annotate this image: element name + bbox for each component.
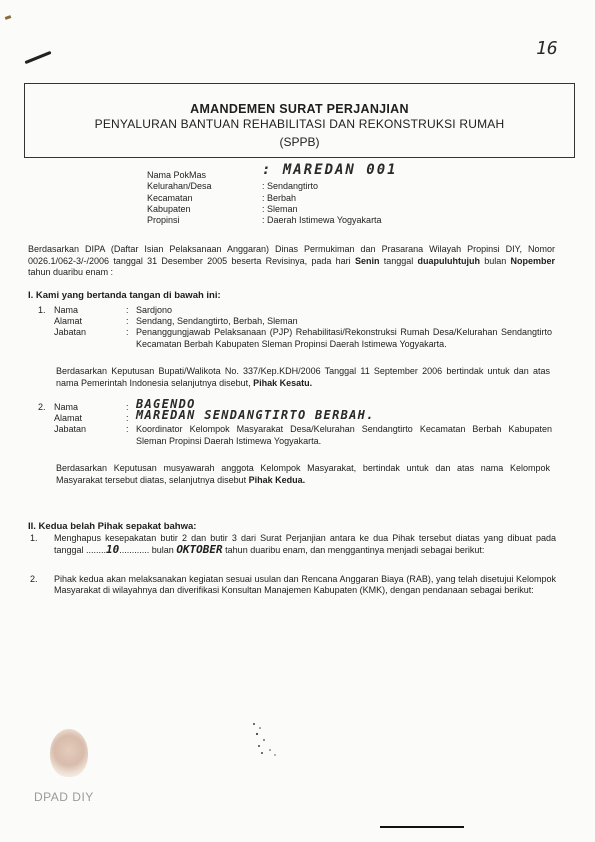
agreement-item-2 — [30, 574, 556, 597]
field-label: Nama — [54, 305, 79, 315]
field-value: Penanggungjawab Pelaksanaan (PJP) Rehabilitasi/Rekonstruksi Rumah Desa/Kelurahan Sendangtirto Kecamatan Berbah Kabupaten Sleman Propinsi Daerah Istimewa Yogyakarta. — [136, 327, 552, 349]
info-label: Nama PokMas — [147, 170, 207, 180]
field-value-handwritten: BAGENDO — [136, 397, 196, 411]
document-subtitle: PENYALURAN BANTUAN REHABILITASI DAN REKONSTRUKSI RUMAH — [94, 117, 505, 131]
item-text: Pihak kedua akan melaksanakan kegiatan sesuai usulan dan Rencana Anggaran Biaya (RAB), yang telah disetujui Kelompok Masyarakat di wilayahnya dan diverifikasi Konsultan Manajemen Kabupaten (KMK), dengan pendanaan sebagai berikut: — [54, 574, 556, 596]
intro-paragraph — [28, 244, 555, 279]
info-label: Kabupaten — [147, 203, 191, 214]
ink-speckles — [250, 720, 280, 760]
party-row — [38, 327, 552, 349]
section-2-heading: II. Kedua belah Pihak sepakat bahwa: — [28, 521, 197, 532]
section-1-heading: I. Kami yang bertanda tangan di bawah ini: — [28, 290, 221, 301]
party-row — [38, 316, 552, 327]
basis-party-name: Pihak Kesatu. — [253, 377, 313, 388]
group-info — [147, 162, 398, 226]
info-row — [147, 193, 398, 204]
info-label: Kelurahan/Desa — [147, 181, 212, 192]
party-2-basis — [56, 463, 550, 486]
info-label: Kecamatan — [147, 192, 193, 203]
info-value: : Sleman — [262, 203, 298, 214]
party-number: 1. — [38, 305, 46, 315]
info-row — [147, 204, 398, 215]
intro-text: tahun duaribu enam : — [28, 267, 114, 277]
info-label: Propinsi — [147, 215, 180, 226]
document-title: AMANDEMEN SURAT PERJANJIAN — [190, 102, 409, 116]
field-label: Jabatan — [54, 327, 87, 338]
field-label: Jabatan — [54, 424, 87, 435]
info-value: : Berbah — [262, 192, 297, 203]
intro-text: tanggal — [379, 255, 418, 266]
party-number: 2. — [38, 402, 46, 412]
title-box — [24, 83, 575, 158]
intro-text: bulan — [479, 255, 511, 266]
document-abbreviation: (SPPB) — [279, 135, 320, 149]
info-value: : Sendangtirto — [262, 181, 319, 192]
party-1 — [38, 305, 552, 350]
party-2 — [38, 397, 552, 447]
party-row — [38, 424, 552, 446]
handwritten-month: OKTOBER — [176, 543, 223, 557]
info-value-handwritten: : MAREDAN 001 — [262, 162, 398, 178]
basis-text: Berdasarkan Keputusan musyawarah anggota Kelompok Masyarakat, bertindak untuk dan atas nama Kelompok Masyarakat tersebut diatas, selanjutnya disebut — [56, 463, 550, 485]
party-row — [38, 408, 552, 424]
colon: : — [126, 327, 129, 338]
colon: : — [126, 316, 129, 327]
item-number: 2. — [30, 574, 38, 584]
archive-watermark: DPAD DIY — [34, 790, 94, 804]
colon: : — [126, 424, 129, 435]
intro-day: Senin — [354, 255, 380, 266]
intro-date: duapuluhtujuh — [417, 255, 480, 266]
basis-text: Berdasarkan Keputusan Bupati/Walikota No. 337/Kep.KDH/2006 Tanggal 11 September 2006 bertindak untuk dan atas nama Pemerintah Indonesia selanjutnya disebut, — [56, 366, 550, 388]
page-number: 16 — [536, 38, 558, 59]
info-row — [147, 215, 398, 226]
party-row — [38, 305, 552, 316]
party-1-basis — [56, 366, 550, 389]
colon: : — [126, 402, 129, 412]
basis-party-name: Pihak Kedua. — [248, 474, 306, 485]
ink-mark — [5, 15, 12, 20]
info-row — [147, 162, 398, 181]
field-value-handwritten: MAREDAN SENDANGTIRTO BERBAH. — [136, 408, 375, 423]
colon: : — [126, 413, 129, 424]
agreement-item-1 — [30, 533, 556, 557]
footer-line — [380, 826, 464, 828]
info-value: : Daerah Istimewa Yogyakarta — [262, 215, 382, 226]
item-number: 1. — [30, 533, 38, 543]
field-label: Alamat — [54, 316, 83, 327]
intro-month: Nopember — [510, 255, 555, 266]
item-text: Menghapus kesepakatan butir 2 dan butir 3 dari Surat Perjanjian antara ke dua Pihak tersebut diatas yang dibuat pada tanggal ........10............ bulan OKTOBER tahun duaribu enam, dan menggantinya menjadi sebagai berikut: — [54, 533, 556, 557]
stamp-seal — [50, 729, 88, 777]
field-label: Alamat — [54, 413, 83, 424]
intro-text: Berdasarkan DIPA (Daftar Isian Pelaksanaan Anggaran) Dinas Permukiman dan Prasarana Wilayah Propinsi DIY, Nomor 0026.1/062-3/-/2006 tanggal 31 Desember 2005 beserta Revisinya, pada hari — [28, 244, 555, 266]
field-value: Sendang, Sendangtirto, Berbah, Sleman — [136, 316, 298, 327]
info-row — [147, 181, 398, 192]
colon: : — [126, 305, 129, 315]
handwritten-day: 10 — [106, 543, 120, 557]
field-value: Sardjono — [136, 305, 173, 315]
field-label: Nama — [54, 402, 79, 412]
field-value: Koordinator Kelompok Masyarakat Desa/Kelurahan Sendangtirto Kecamatan Berbah Kabupaten Sleman Propinsi Daerah Istimewa Yogyakarta. — [136, 424, 552, 446]
pen-stroke — [24, 51, 51, 64]
